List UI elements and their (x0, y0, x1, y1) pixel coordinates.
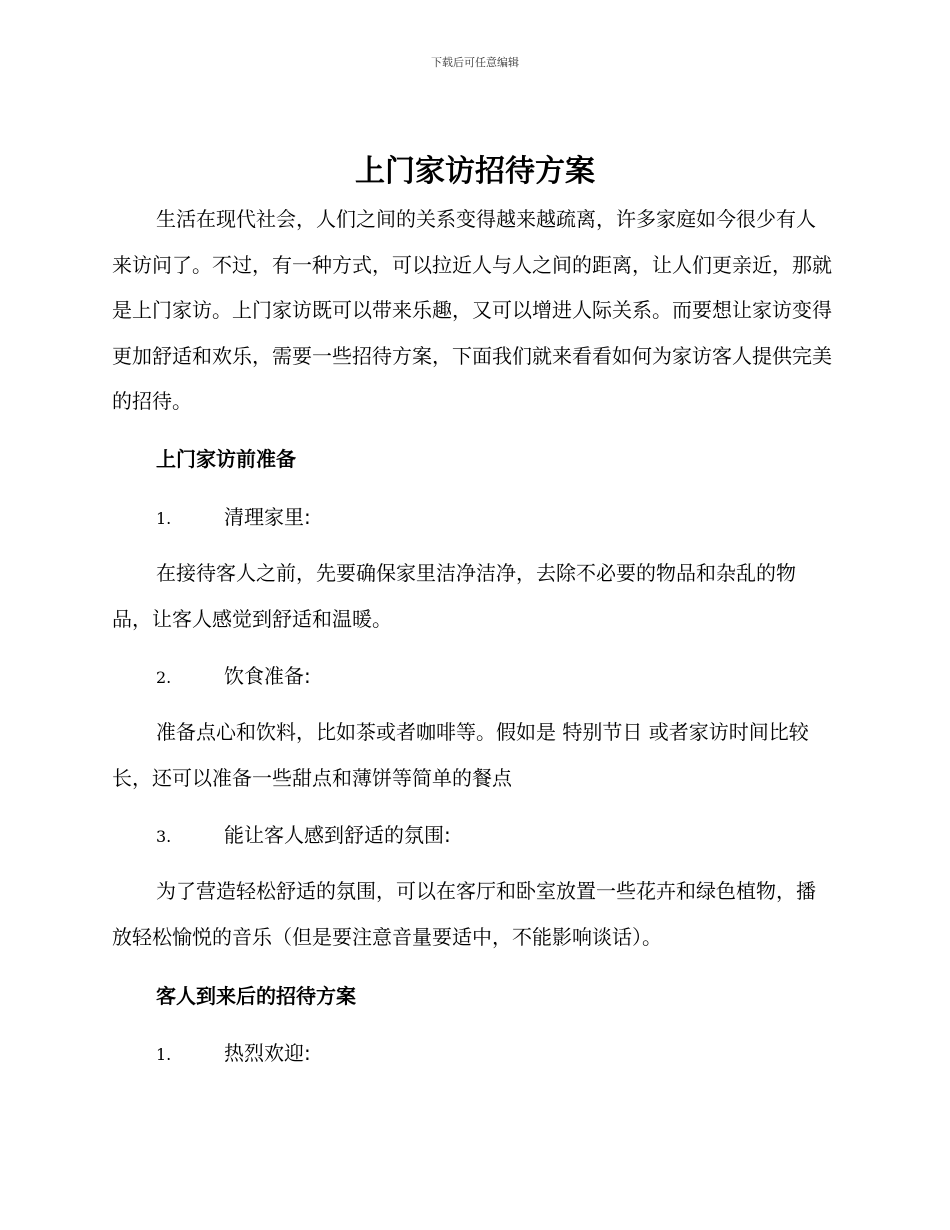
list-number: 1. (156, 509, 172, 528)
section-heading-reception: 客人到来后的招待方案 (156, 984, 356, 1008)
list-item-atmosphere (156, 820, 451, 850)
atmosphere-paragraph: 为了营造轻松舒适的氛围，可以在客厅和卧室放置一些花卉和绿色植物，播放轻松愉悦的音乐（但是要注意音量要适中，不能影响谈话）。 (112, 879, 816, 949)
list-item-clean-home (156, 502, 311, 532)
header-note: 下载后可任意编辑 (431, 56, 519, 69)
list-number: 3. (156, 827, 172, 846)
list-item-food-prep (156, 661, 311, 691)
list-label: 饮食准备: (224, 664, 311, 688)
list-label: 清理家里: (224, 505, 311, 529)
list-label: 热烈欢迎: (224, 1041, 311, 1065)
section-heading-preparation: 上门家访前准备 (156, 447, 296, 471)
food-prep-paragraph: 准备点心和饮料，比如茶或者咖啡等。假如是 特别节日 或者家访时间比较长，还可以准备一些甜点和薄饼等简单的餐点 (112, 720, 809, 790)
intro-paragraph: 生活在现代社会，人们之间的关系变得越来越疏离，许多家庭如今很少有人来访问了。不过，有一种方式，可以拉近人与人之间的距离，让人们更亲近，那就是上门家访。上门家访既可以带来乐趣，又可以增进人际关系。而要想让家访变得更加舒适和欢乐，需要一些招待方案，下面我们就来看看如何为家访客人提供完美的招待。 (112, 207, 832, 413)
list-number: 2. (156, 668, 172, 687)
list-item-warm-welcome (156, 1038, 311, 1068)
list-label: 能让客人感到舒适的氛围: (224, 823, 451, 847)
document-title: 上门家访招待方案 (355, 154, 595, 189)
list-number: 1. (156, 1045, 172, 1064)
clean-home-paragraph: 在接待客人之前，先要确保家里洁净洁净，去除不必要的物品和杂乱的物品，让客人感觉到舒适和温暖。 (112, 561, 796, 631)
